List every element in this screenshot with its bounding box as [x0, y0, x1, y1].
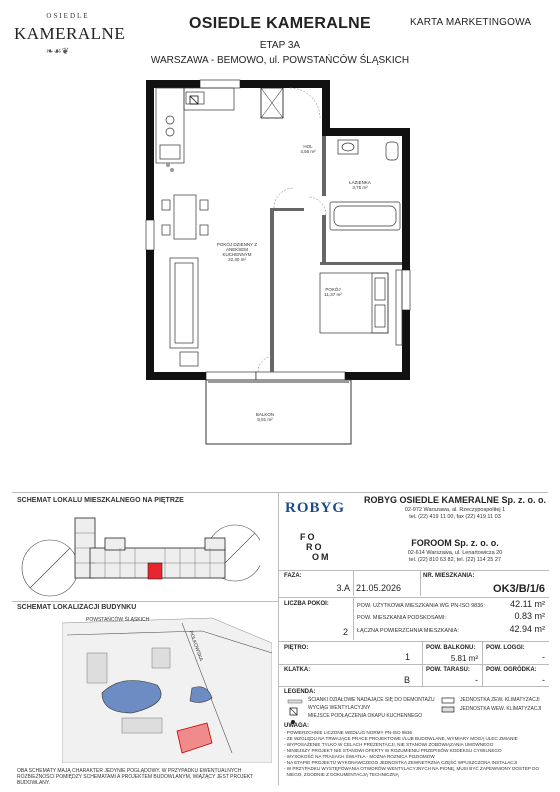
- location-scheme-title: SCHEMAT LOKALIZACJI BUDYNKU: [17, 604, 137, 611]
- attic-area-value: 0.83 m²: [514, 611, 545, 621]
- brand-ornament: ❧☙❦: [46, 46, 70, 56]
- location-scheme-map: [62, 613, 272, 763]
- room-balcony-label: BALKON 5,81 m²: [255, 412, 275, 422]
- terrace-area-label: POW. TARASU:: [426, 667, 470, 673]
- page-title: OSIEDLE KAMERALNE: [189, 15, 371, 32]
- date-value: 21.05.2026: [356, 583, 402, 593]
- phase-label: FAZA:: [284, 573, 302, 579]
- legend-item-hood: MIEJSCE PODŁĄCZENIA OKAPU KUCHENNEGO: [308, 713, 423, 719]
- room-bath-label: ŁAZIENKA 3,75 m²: [349, 180, 371, 190]
- floor-label: PIĘTRO:: [284, 645, 309, 651]
- street-label-2: POLKOWSKA: [187, 630, 204, 663]
- foroom-logo-line-2: RO: [306, 542, 324, 552]
- terrace-area-value: -: [475, 675, 478, 685]
- foroom-logo: [300, 532, 331, 562]
- foroom-logo-line-3: OM: [312, 552, 331, 562]
- brand-logo-small: OSIEDLE: [46, 12, 90, 20]
- legend-item-ac-external: JEDNOSTKA ZEW. KLIMATYZACJI: [460, 697, 540, 703]
- notes-list: [284, 730, 546, 778]
- note-item: - ZE WZGLĘDU NA TRWAJĄCE PRACE PROJEKTOWE I/LUB BUDOWLANE, WYMIARY MOGĄ ULEC ZMIANIE: [284, 736, 518, 741]
- robyg-logo: ROBYG: [285, 500, 346, 516]
- note-item: - WYSOKOŚĆ NA TRASACH ŚWIATŁA - MOŻNA ROZNICA POZIOMOW: [284, 754, 435, 759]
- legend-title: LEGENDA:: [284, 689, 316, 695]
- room-hall-label: HOL 4,56 m²: [300, 144, 316, 154]
- robyg-phone: tel. (22) 419 11 00, fax (22) 419 11 03: [409, 514, 501, 520]
- usable-area-label: POW. UŻYTKOWA MIESZKANIA WG PN-ISO 9836:: [357, 603, 485, 609]
- robyg-company-name: ROBYG OSIEDLE KAMERALNE Sp. z. o. o.: [363, 495, 546, 505]
- floor-value: 1: [404, 652, 410, 662]
- garden-area-value: -: [542, 675, 545, 685]
- street-label-1: POWSTAŃCÓW ŚLĄSKICH: [86, 617, 150, 623]
- total-area-value: 42.94 m²: [509, 624, 545, 634]
- foroom-phone: tel. (22) 810 63 82, tel. (22) 114 25 27: [409, 557, 501, 563]
- note-item: - WYPOSAŻENIE TYLKO W CELACH PREZENTACJI, NIE STANOWI ZOBOWIĄZANIA UMOWNEGO: [284, 742, 494, 747]
- note-item: - POWIERZCHNIE LICZONE WEDŁUG NORMY PN-ISO 9836: [284, 730, 413, 735]
- brand-logo-name: KAMERALNE: [14, 24, 126, 43]
- note-item: - NINIEJSZY PROJEKT NIE STANOWI OFERTY W ROZUMIENIU PRZEPISÓW KODEKSU CYWILNEGO: [284, 748, 502, 753]
- note-item: NIEGO, ZGODNIE Z DOKUMENTACJĄ TECHNICZNĄ: [284, 772, 399, 777]
- apartment-number-value: OK3/B/1/6: [493, 583, 545, 595]
- note-item: - NA ETAPIE PROJEKTU WYKONAWCZEGO JEDNOSTKA ZEWNETRZNA CZĘŚĆ WPUSZCZONA INSTALACJI: [284, 760, 518, 765]
- garden-area-label: POW. OGRÓDKA:: [486, 667, 537, 673]
- loggia-area-value: -: [542, 652, 545, 662]
- room-living-label: POKÓJ DZIENNY Z ANEKSEM KUCHENNYM 22,40 m²: [216, 242, 258, 262]
- balcony-area-label: POW. BALKONU:: [426, 645, 476, 651]
- total-area-label: ŁĄCZNA POWIERZCHNIA MIESZKANIA:: [357, 628, 459, 634]
- disclaimer-text: OBA SCHEMATY MAJĄ CHARAKTER JEDYNIE POGLĄDOWY. W PRZYPADKU EWENTUALNYCH ROZBIEŻNOŚCI POMIĘDZY SCHEMATAMI A PROJEKTEM BUDOWLANYM, WIĄŻĄCY JEST PROJEKT BUDOWLANY.: [17, 768, 254, 786]
- legend-item-walls: ŚCIANKI DZIAŁOWE NADAJĄCE SIĘ DO DEMONTAŻU: [308, 697, 435, 703]
- foroom-logo-line-1: FO: [300, 532, 317, 542]
- stage-label: ETAP 3A: [259, 40, 301, 51]
- phase-value: 3.A: [336, 583, 350, 593]
- room-bedroom-label: POKÓJ 11,37 m²: [324, 287, 342, 297]
- address-label: WARSZAWA - BEMOWO, ul. POWSTAŃCÓW ŚLĄSKICH: [150, 55, 410, 66]
- loggia-area-label: POW. LOGGI:: [486, 645, 525, 651]
- stairwell-value: B: [403, 675, 410, 685]
- notes-title: UWAGA:: [284, 723, 309, 729]
- legend-item-ac-internal: JEDNOSTKA WEW. KLIMATYZACJI: [460, 706, 542, 712]
- usable-area-value: 42.11 m²: [510, 599, 545, 609]
- attic-area-label: POW. MIESZKANIA PODSKOSAMI:: [357, 615, 446, 621]
- floor-scheme-title: SCHEMAT LOKALU MIESZKALNEGO NA PIĘTRZE: [17, 497, 184, 504]
- apartment-number-label: NR. MIESZKANIA:: [423, 573, 475, 579]
- legend-item-vent: WYCIĄG WENTYLACYJNY: [308, 705, 371, 711]
- rooms-label: LICZBA POKOI:: [284, 601, 329, 607]
- floor-plan: [140, 75, 420, 455]
- note-item: - W PRZYPADKU WYSTĘPOWANIA OTWORÓW WENTYLACYJNYCH NA PIONĘ, MUSI BYĆ ZAPEWNIONY DOSTEP DO: [284, 766, 540, 771]
- foroom-company-name: FOROOM Sp. z. o. o.: [411, 538, 499, 548]
- balcony-area-value: 5.81 m²: [450, 654, 478, 663]
- foroom-address: 02-614 Warszawa, ul. Lenartowicza 20: [407, 550, 503, 556]
- stairwell-label: KLATKA:: [284, 667, 311, 673]
- robyg-address: 02-972 Warszawa, al. Rzeczypospolitej 1: [404, 507, 506, 513]
- rooms-value: 2: [342, 627, 348, 637]
- document-type: KARTA MARKETINGOWA: [410, 17, 532, 28]
- floor-scheme-map: [20, 508, 260, 598]
